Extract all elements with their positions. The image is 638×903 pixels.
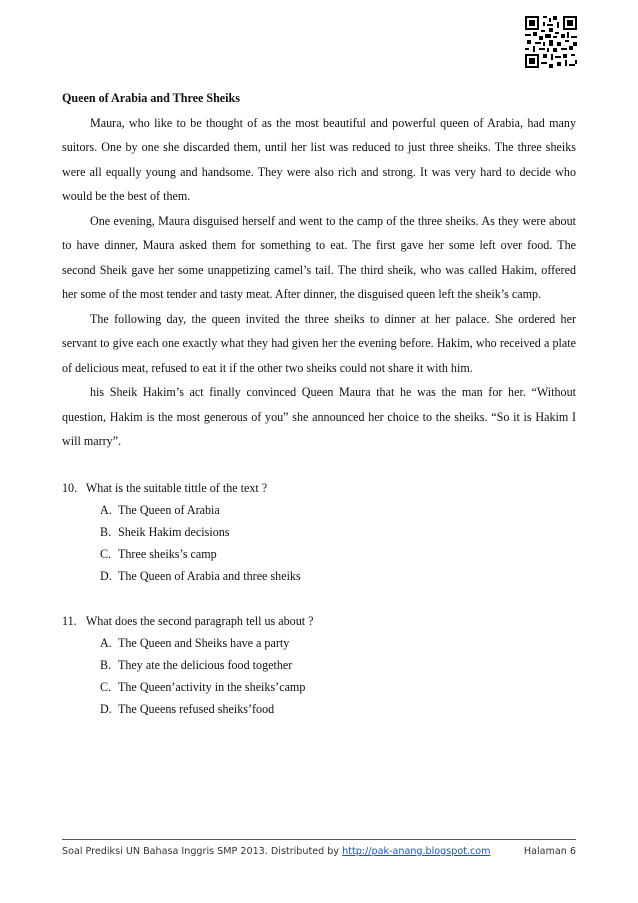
option-text: The Queen of Arabia and three sheiks xyxy=(118,568,301,583)
option-text: The Queen of Arabia xyxy=(118,502,220,517)
option-text: They ate the delicious food together xyxy=(118,657,293,672)
answer-option xyxy=(100,632,576,654)
page-number: Halaman 6 xyxy=(523,846,576,857)
answer-option xyxy=(100,698,576,720)
option-letter: C. xyxy=(100,546,112,561)
passage-paragraph: One evening, Maura disguised herself and went to the camp of the three sheiks. As they were about to have dinner, Maura asked them for something to eat. The first gave her some left over food. The second Sheik gave her some unappetizing camel’s tail. The third sheik, who was called Hakim, offered her some of the most tender and tasty meat. After dinner, the disguised queen left the sheik’s camp. xyxy=(62,213,576,301)
option-letter: A. xyxy=(100,502,112,517)
answer-option xyxy=(100,543,576,565)
page-footer xyxy=(62,846,576,857)
footer-link[interactable]: http://pak-anang.blogspot.com xyxy=(342,846,491,857)
footer-text: Soal Prediksi UN Bahasa Inggris SMP 2013. Distributed by xyxy=(62,846,343,857)
answer-options xyxy=(62,499,576,587)
question-stem xyxy=(62,610,576,632)
answer-options xyxy=(62,632,576,720)
option-text: The Queen’activity in the sheiks’camp xyxy=(118,679,306,694)
option-text: The Queens refused sheiks’food xyxy=(118,701,275,716)
question-number: 10. xyxy=(62,480,78,495)
document-body xyxy=(62,86,576,720)
passage-paragraph: his Sheik Hakim’s act finally convinced Queen Maura that he was the man for her. “Without question, Hakim is the most generous of you” she announced her choice to the sheiks. “So it is Hakim I will marry”. xyxy=(62,385,576,448)
question-10 xyxy=(62,477,576,587)
answer-option xyxy=(100,499,576,521)
footer-credit xyxy=(62,846,491,857)
option-text: The Queen and Sheiks have a party xyxy=(118,635,290,650)
option-letter: D. xyxy=(100,701,112,716)
question-stem xyxy=(62,477,576,499)
footer-divider xyxy=(62,839,576,840)
question-number: 11. xyxy=(62,613,77,628)
passage-paragraph: Maura, who like to be thought of as the most beautiful and powerful queen of Arabia, had many suitors. One by one she discarded them, until her list was reduced to just three sheiks. The three sheiks were all equally young and handsome. They were also rich and strong. It was very hard to decide who would be the best of them. xyxy=(62,115,576,203)
question-text: What does the second paragraph tell us about ? xyxy=(85,613,314,628)
answer-option xyxy=(100,521,576,543)
option-letter: C. xyxy=(100,679,112,694)
option-text: Sheik Hakim decisions xyxy=(118,524,230,539)
option-letter: B. xyxy=(100,524,112,539)
option-letter: B. xyxy=(100,657,112,672)
passage-title: Queen of Arabia and Three Sheiks xyxy=(62,91,240,105)
answer-option xyxy=(100,565,576,587)
question-11 xyxy=(62,610,576,720)
option-text: Three sheiks’s camp xyxy=(118,546,217,561)
qr-code-icon xyxy=(525,16,577,68)
option-letter: D. xyxy=(100,568,112,583)
option-letter: A. xyxy=(100,635,112,650)
answer-option xyxy=(100,654,576,676)
passage-paragraph: The following day, the queen invited the three sheiks to dinner at her palace. She ordered her servant to give each one exactly what they had given her the evening before. Hakim, who received a plate of delicious meat, refused to eat it if the other two sheiks could not share it with him. xyxy=(62,311,576,375)
question-text: What is the suitable tittle of the text ? xyxy=(85,480,268,495)
answer-option xyxy=(100,676,576,698)
